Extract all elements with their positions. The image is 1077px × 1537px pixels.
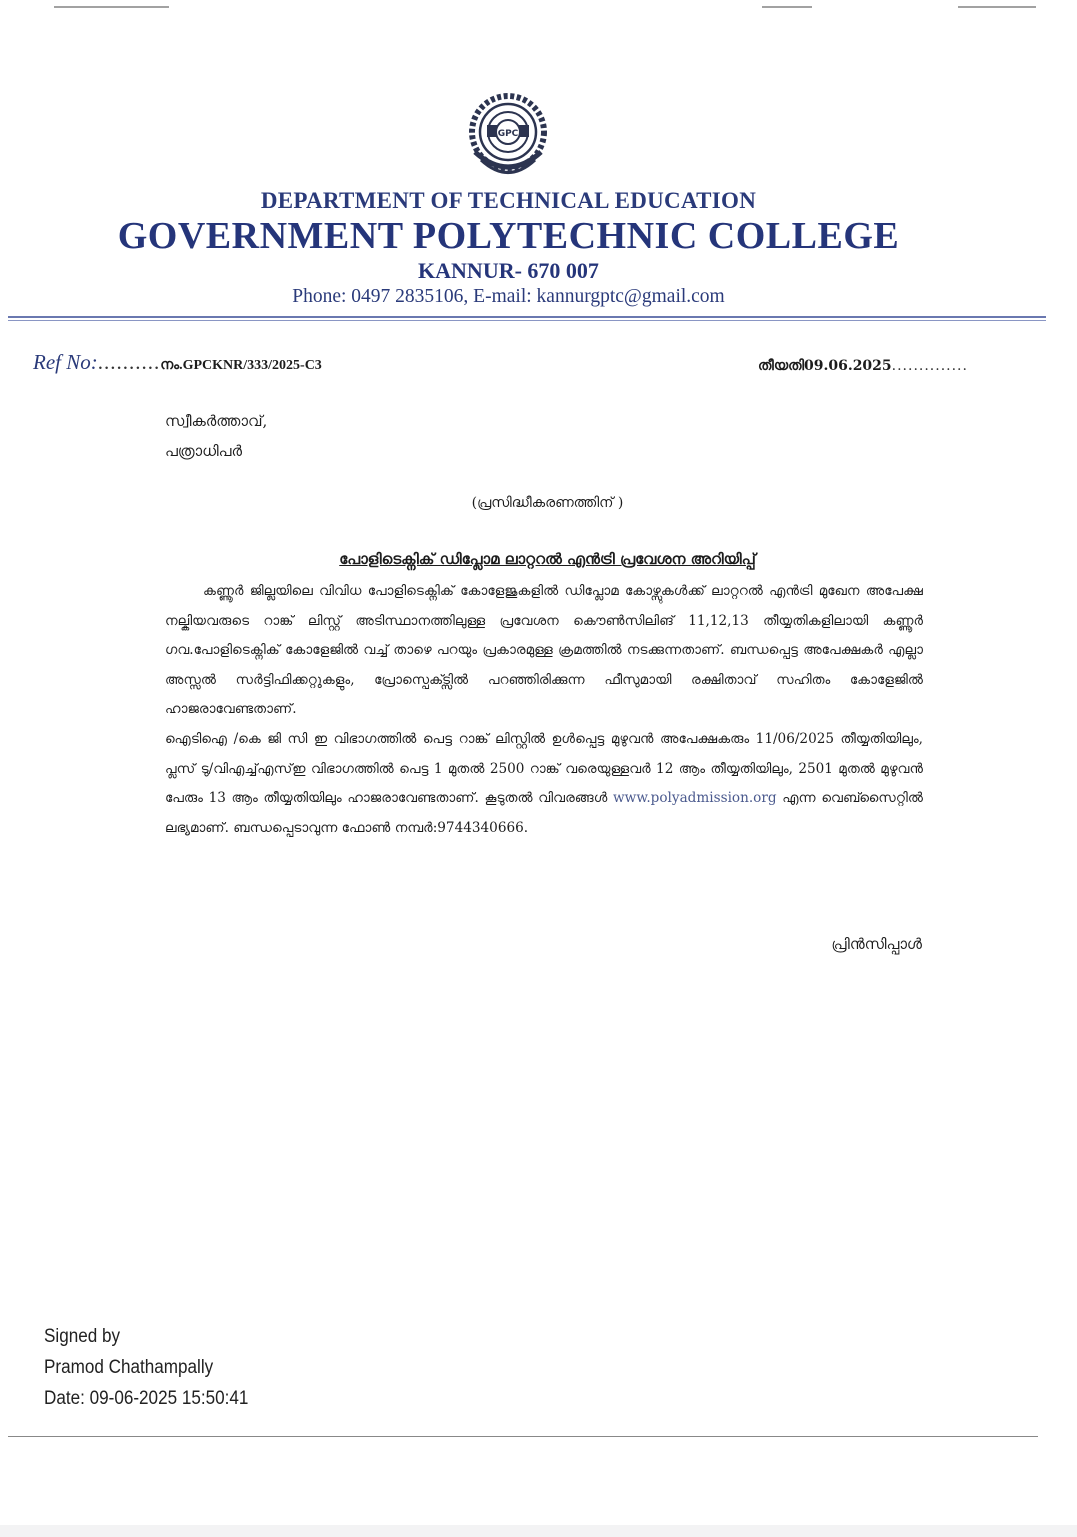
- contact-info: Phone: 0497 2835106, E-mail: kannurgptc@gmail.com: [292, 286, 725, 307]
- ref-label: Ref No:: [33, 350, 98, 374]
- date-value: തീയതി09.06.2025: [758, 358, 892, 374]
- date-dots: ..............: [891, 358, 968, 374]
- date-line: [758, 358, 968, 374]
- addressee-line-1: സ്വീകർത്താവ്,: [165, 412, 268, 430]
- signature-date: Date: 09-06-2025 15:50:41: [44, 1388, 249, 1409]
- header-divider: [8, 316, 1046, 318]
- reference-line: [33, 350, 322, 375]
- subject-heading: പോളിടെക്നിക് ഡിപ്ലോമ ലാറ്ററൽ എൻട്രി പ്രവേശന അറിയിപ്പ്: [339, 550, 756, 568]
- body-paragraph-2a: ഐടിഐ /കെ ജി സി ഇ വിഭാഗത്തിൽ പെട്ട റാങ്ക് ലിസ്റ്റിൽ ഉൾപ്പെട്ട മുഴുവൻ അപേക്ഷകരും 11/06/2025 തീയ്യതിയിലും, പ്ലസ് ടു/വിഎച്ച്എസ്ഇ വിഭാഗത്തിൽ പെട്ട 1 മുതൽ 2500 റാങ്ക് വരെയുള്ളവർ 12 ആം തീയ്യതിയിലും, 2501 മുതൽ മുഴുവൻ പേരും 13 ആം തീയ്യതിയിലും ഹാജരാവേണ്ടതാണ്. കൂടുതൽ വിവരങ്ങൾ: [165, 730, 923, 807]
- notice-body: [165, 577, 923, 843]
- ref-dots: ..........: [97, 350, 161, 374]
- header-divider-thin: [8, 320, 1046, 321]
- college-city: KANNUR- 670 007: [418, 258, 599, 283]
- body-paragraph-2b: എന്ന വെബ്സൈറ്റിൽ ലഭ്യമാണ്. ബന്ധപ്പെടാവുന്ന ഫോൺ നമ്പർ:9744340666.: [165, 790, 923, 836]
- signature-name: Pramod Chathampally: [44, 1357, 214, 1378]
- scan-artifact-line: [54, 6, 169, 8]
- publication-note: (പ്രസിദ്ധീകരണത്തിന് ): [471, 495, 624, 511]
- department-name: DEPARTMENT OF TECHNICAL EDUCATION: [260, 188, 757, 213]
- body-paragraph-1: കണ്ണൂർ ജില്ലയിലെ വിവിധ പോളിടെക്നിക് കോളേജുകളിൽ ഡിപ്ലോമ കോഴ്സുകൾക്ക് ലാറ്ററൽ എൻട്രി മുഖേന അപേക്ഷ നല്കിയവരുടെ റാങ്ക് ലിസ്റ്റ് അടിസ്ഥാനത്തിലുള്ള പ്രവേശന കൌൺസിലിങ് 11,12,13 തീയ്യതികളിലായി കണ്ണൂർ ഗവ.പോളിടെക്നിക് കോളേജിൽ വച്ച് താഴെ പറയും പ്രകാരമുള്ള ക്രമത്തിൽ നടക്കുന്നതാണ്. ബന്ധപ്പെട്ട അപേക്ഷകർ എല്ലാ അസ്സൽ സർട്ടിഫിക്കറ്റുകളും, പ്രോസ്പെക്ട്സിൽ പറഞ്ഞിരിക്കുന്ന ഫീസുമായി രക്ഷിതാവ് സഹിതം കോളേജിൽ ഹാജരാവേണ്ടതാണ്.: [165, 583, 923, 718]
- principal-signoff: പ്രിൻസിപ്പാൾ: [831, 935, 922, 953]
- body-paragraph-2: [165, 725, 923, 843]
- website-link[interactable]: www.polyadmission.org: [613, 790, 777, 807]
- ref-number: നം.GPCKNR/333/2025-C3: [160, 358, 322, 373]
- addressee-line-2: പത്രാധിപർ: [165, 442, 242, 460]
- scan-artifact-line: [762, 6, 812, 8]
- college-name: GOVERNMENT POLYTECHNIC COLLEGE: [117, 215, 900, 257]
- scan-artifact-line: [958, 6, 1036, 8]
- college-emblem-icon: [463, 90, 553, 180]
- footer-divider: [8, 1436, 1038, 1437]
- signature-line-1: Signed by: [44, 1326, 121, 1347]
- emblem-text: GPC: [497, 129, 519, 139]
